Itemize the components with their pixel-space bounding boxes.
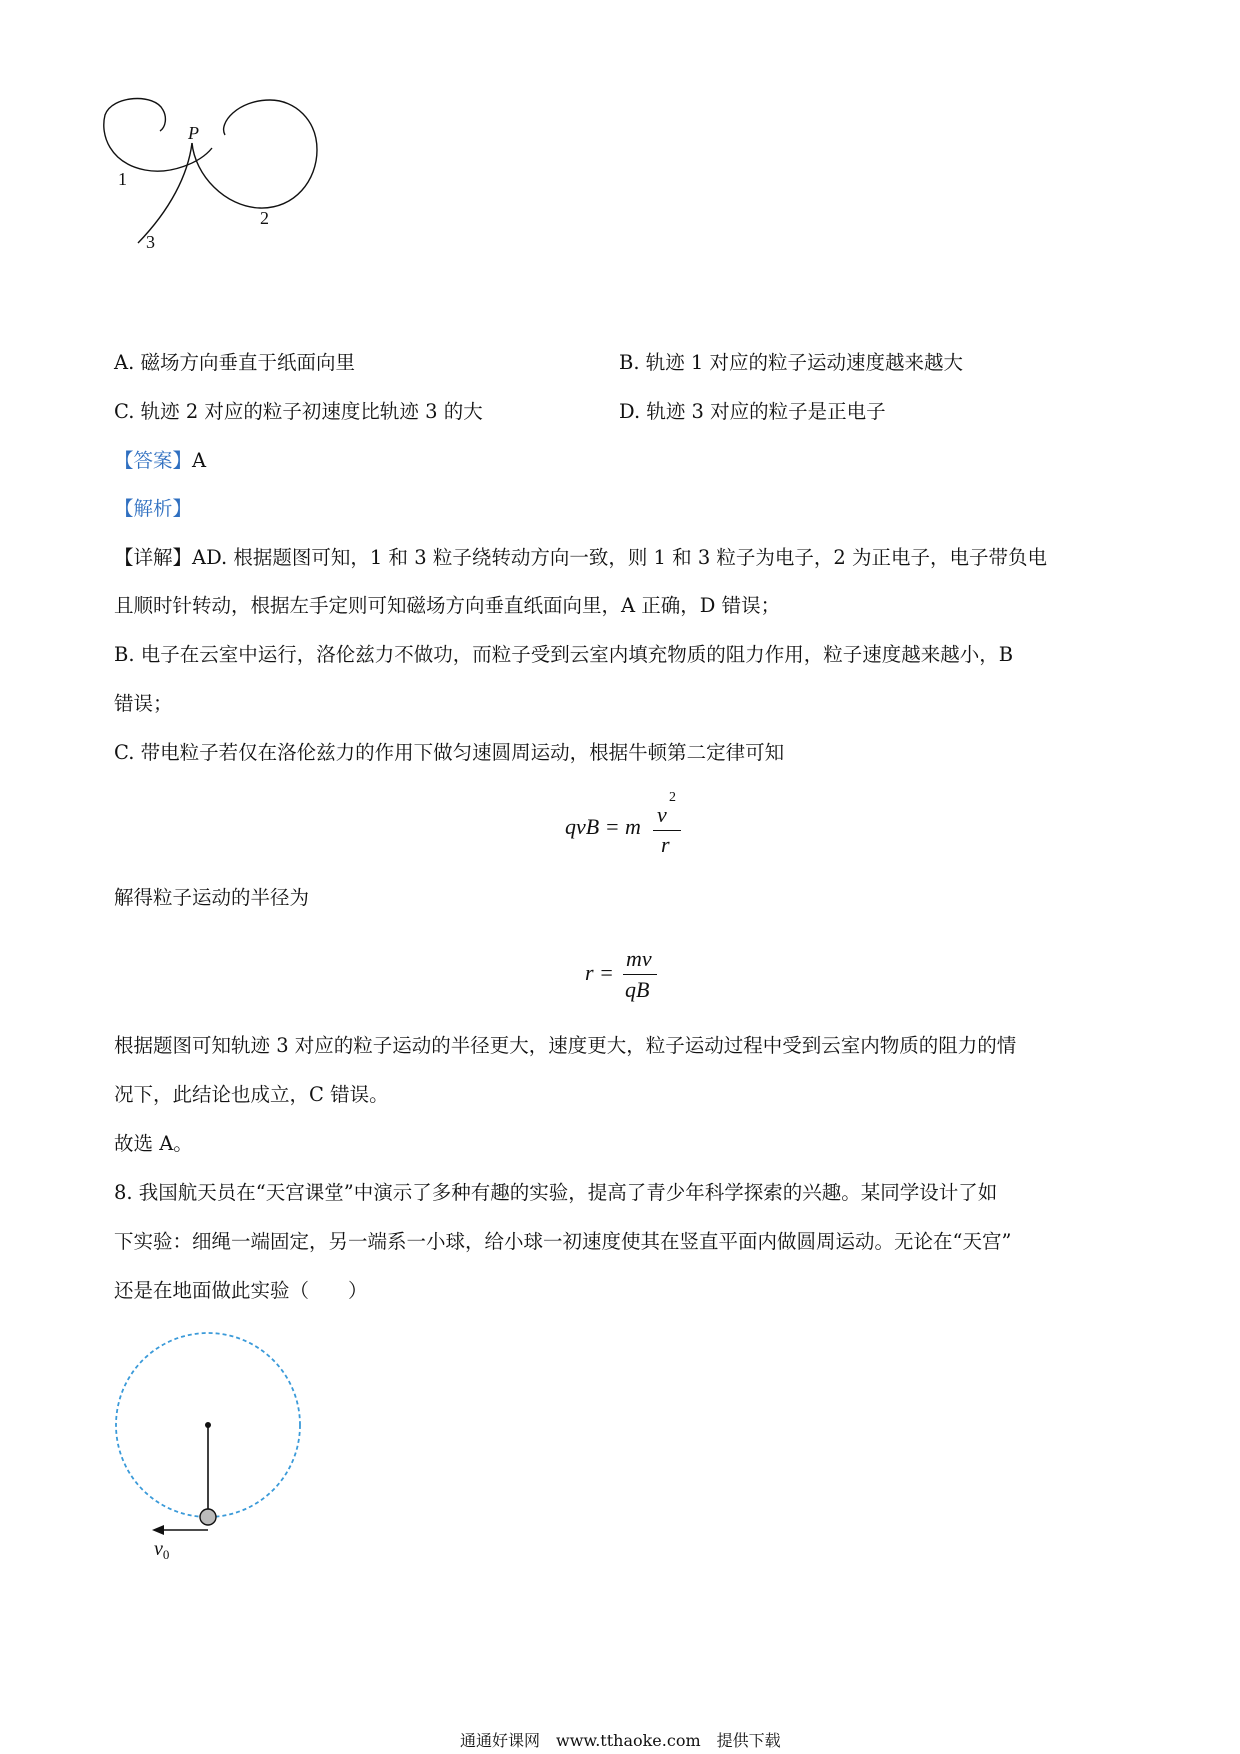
ball	[200, 1509, 216, 1525]
formula-radius	[585, 938, 685, 1018]
option-c: C. 轨迹 2 对应的粒子初速度比轨迹 3 的大	[114, 400, 483, 423]
option-b: B. 轨迹 1 对应的粒子运动速度越来越大	[619, 351, 964, 374]
circular-motion-figure	[110, 1325, 310, 1565]
analysis-tag: 【解析】	[114, 497, 193, 520]
formula2-denominator: qB	[625, 977, 650, 1002]
answer-line	[114, 447, 206, 475]
detail-line-5: C. 带电粒子若仅在洛伦兹力的作用下做匀速圆周运动，根据牛顿第二定律可知	[114, 741, 785, 764]
formula2-lhs: r =	[585, 960, 614, 985]
particle-tracks-figure	[100, 95, 360, 285]
answer-value: A	[192, 449, 207, 472]
track-3-path	[138, 143, 192, 243]
detail-line-9: 故选 A。	[114, 1132, 193, 1155]
question8-line-2: 下实验：细绳一端固定，另一端系一小球，给小球一初速度使其在竖直平面内做圆周运动。无论在“天宫”	[114, 1230, 1012, 1253]
detail-line-7: 根据题图可知轨迹 3 对应的粒子运动的半径更大，速度更大，粒子运动过程中受到云室内物质的阻力的情	[114, 1034, 1017, 1057]
option-a: A. 磁场方向垂直于纸面向里	[114, 351, 355, 374]
detail-line-8: 况下，此结论也成立，C 错误。	[114, 1083, 389, 1106]
detail-line-4: 错误；	[114, 692, 173, 715]
detail-line-1: 【详解】AD. 根据题图可知，1 和 3 粒子绕转动方向一致，则 1 和 3 粒子为电子，2 为正电子，电子带负电	[114, 546, 1048, 569]
detail-line-3: B. 电子在云室中运行，洛伦兹力不做功，而粒子受到云室内填充物质的阻力作用，粒子速度越来越小，B	[114, 643, 1014, 666]
track-2-label: 2	[260, 208, 269, 228]
option-d: D. 轨迹 3 对应的粒子是正电子	[619, 400, 886, 423]
question8-line-1: 8. 我国航天员在“天宫课堂”中演示了多种有趣的实验，提高了青少年科学探索的兴趣。某同学设计了如	[114, 1181, 998, 1204]
detail-line-2: 且顺时针转动，根据左手定则可知磁场方向垂直纸面向里，A 正确，D 错误；	[114, 594, 781, 617]
formula1-denominator: r	[661, 832, 670, 857]
velocity-arrow-head	[152, 1525, 164, 1535]
formula1-numerator: v	[657, 802, 667, 827]
point-p-label: P	[188, 123, 199, 143]
velocity-label: $v_0$	[154, 1538, 170, 1562]
page-footer: 通通好课网 www.tthaoke.com 提供下载	[460, 1731, 781, 1750]
formula2-numerator: mv	[626, 946, 652, 971]
track-1-label: 1	[118, 169, 127, 189]
formula1-superscript: 2	[669, 790, 676, 805]
track-2-path	[192, 100, 317, 208]
formula1-lhs: qvB = m	[565, 814, 641, 839]
track-3-label: 3	[146, 232, 155, 252]
question8-line-3: 还是在地面做此实验（ ）	[114, 1279, 368, 1302]
formula-lorentz-force	[565, 792, 695, 872]
answer-tag: 【答案】	[114, 449, 193, 472]
detail-line-6: 解得粒子运动的半径为	[114, 886, 310, 909]
